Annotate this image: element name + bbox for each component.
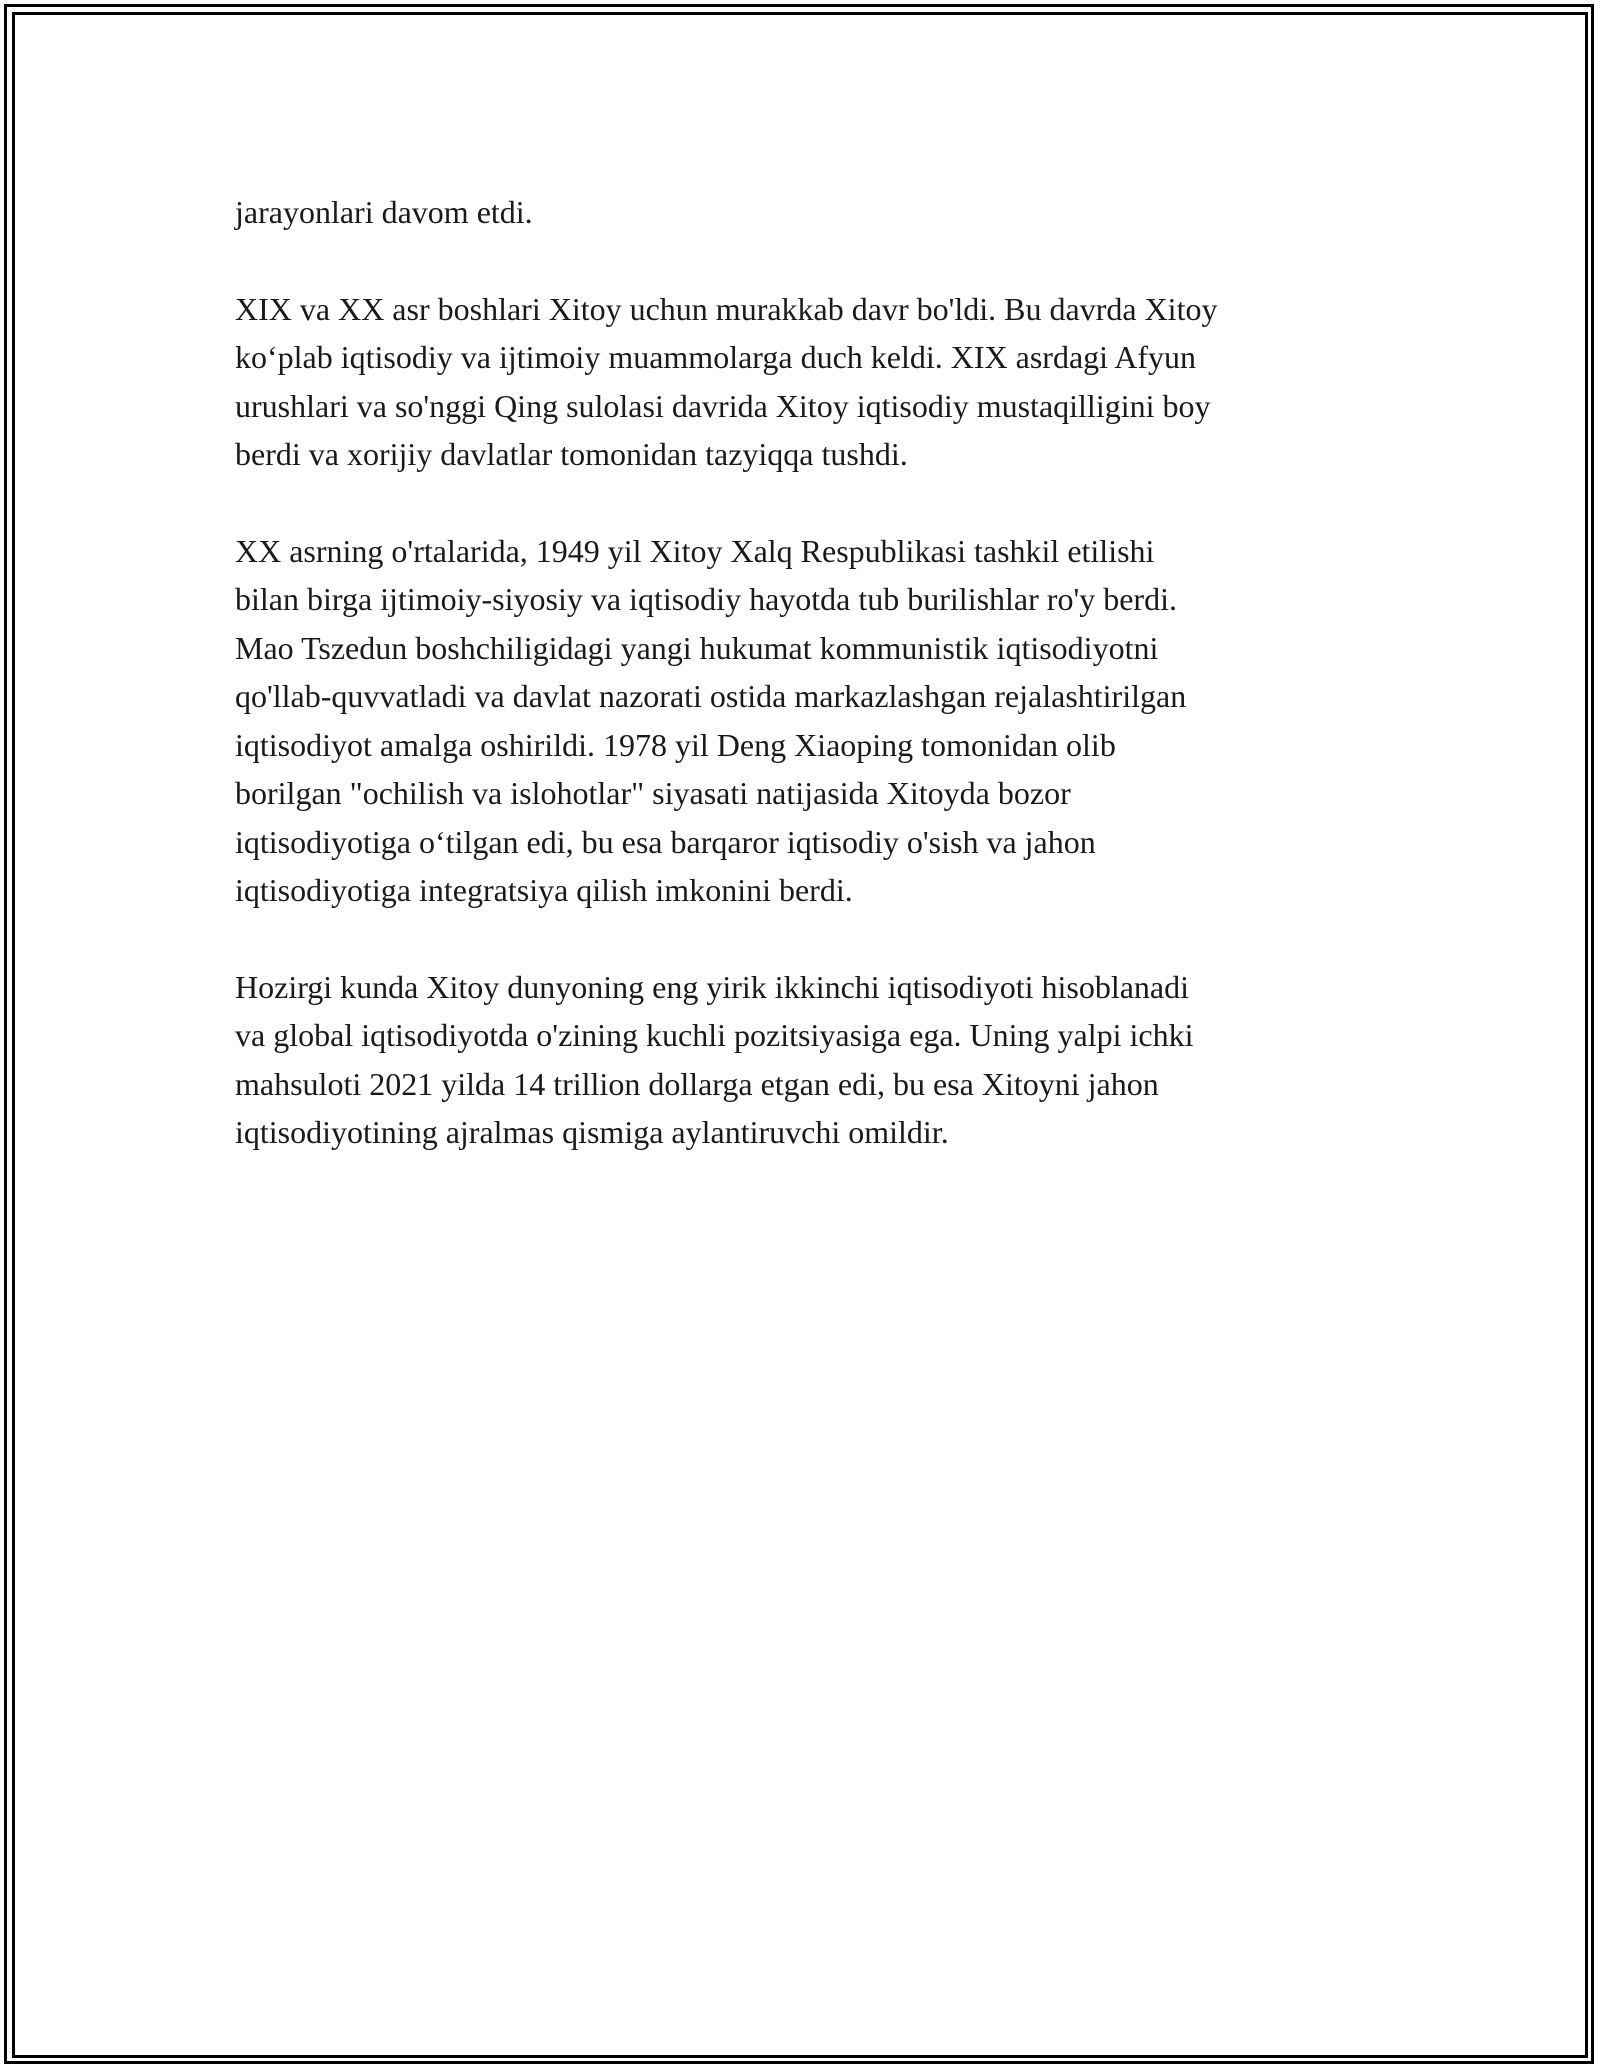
document-body (235, 188, 1375, 1205)
paragraph-continuation: jarayonlari davom etdi. (235, 194, 533, 230)
paragraph-20th-century: XX asrning o'rtalarida, 1949 yil Xitoy Xalq Respublikasi tashkil etilishi bilan birga ijtimoiy-siyosiy va iqtisodiy hayotda tub burilishlar ro'y berdi. Mao Tszedun boshchiligidagi yangi hukumat kommunistik iqtisodiyotni qo'llab-quvvatladi va davlat nazorati ostida markazlashgan rejalashtirilgan iqtisodiyot amalga oshirildi. 1978 yil Deng Xiaoping tomonidan olib borilgan "ochilish va islohotlar" siyasati natijasida Xitoyda bozor iqtisodiyotiga o‘tilgan edi, bu esa barqaror iqtisodiy o'sish va jahon iqtisodiyotiga integratsiya qilish imkonini berdi. (235, 532, 1187, 908)
paragraph-present-day: Hozirgi kunda Xitoy dunyoning eng yirik ikkinchi iqtisodiyoti hisoblanadi va global iqtisodiyotda o'zining kuchli pozitsiyasiga ega. Uning yalpi ichki mahsuloti 2021 yilda 14 trillion dollarga etgan edi, bu esa Xitoyni jahon iqtisodiyotining ajralmas qismiga aylantiruvchi omildir. (235, 968, 1194, 1150)
paragraph-19th-century: XIX va XX asr boshlari Xitoy uchun murakkab davr bo'ldi. Bu davrda Xitoy ko‘plab iqtisodiy va ijtimoiy muammolarga duch keldi. XIX asrdagi Afyun urushlari va so'nggi Qing sulolasi davrida Xitoy iqtisodiy mustaqilligini boy berdi va xorijiy davlatlar tomonidan tazyiqqa tushdi. (235, 290, 1218, 472)
